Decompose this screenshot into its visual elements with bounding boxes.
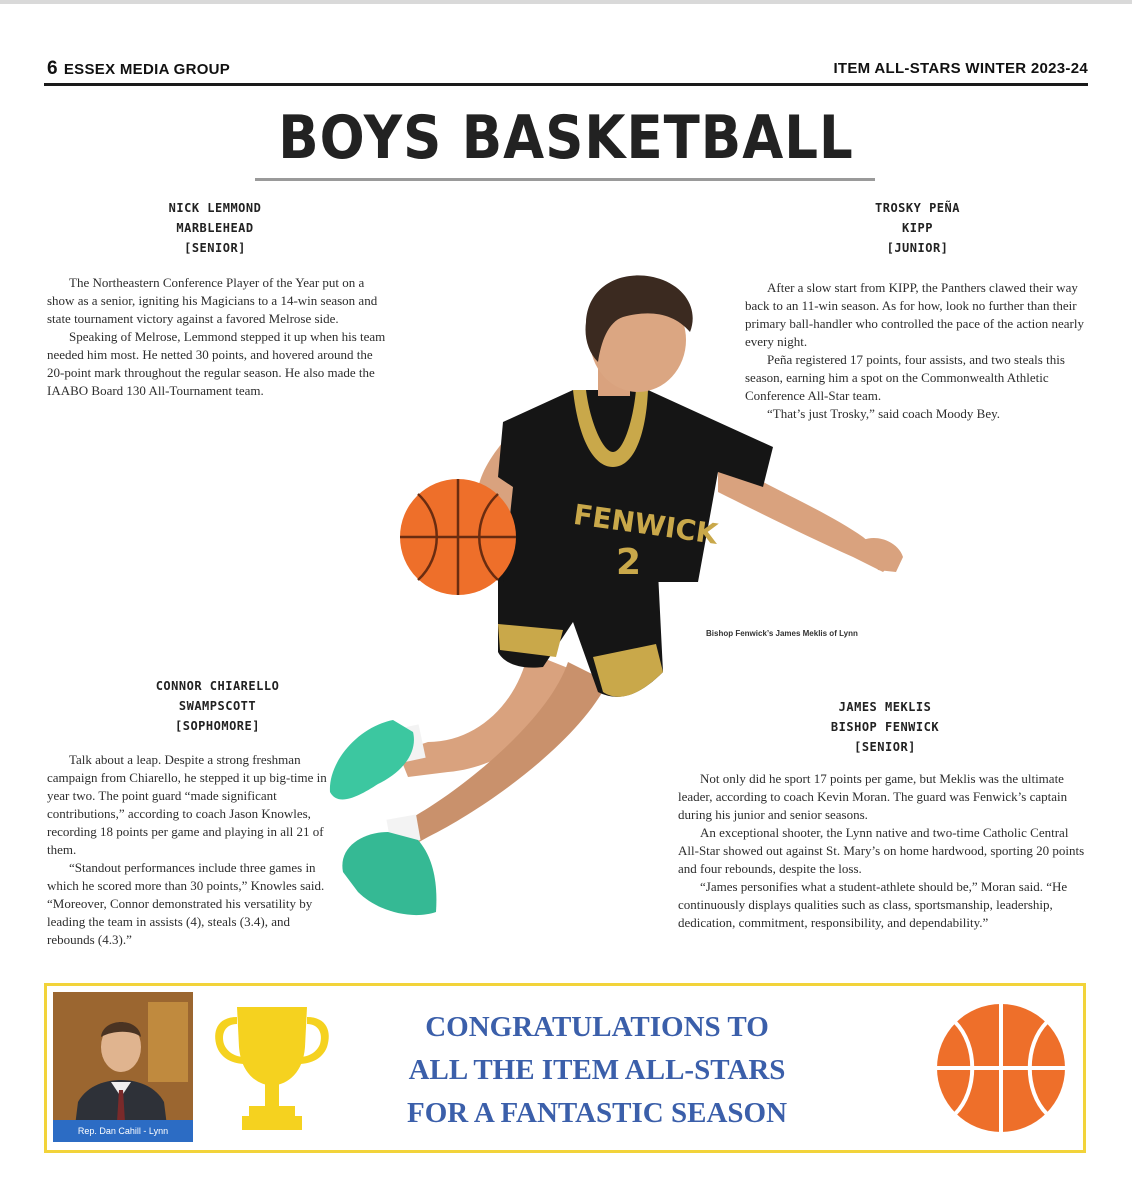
player-name: TROSKY PEÑA bbox=[875, 201, 960, 215]
player-heading-pena bbox=[835, 198, 1000, 258]
bio-paragraph: “Standout performances include three games in which he scored more than 30 points,” Knowles said. “Moreover, Connor demonstrated his versatility by leading the team in assists (4), steals (3.4), and rebounds (4.3).” bbox=[47, 860, 325, 947]
bio-paragraph: Speaking of Melrose, Lemmond stepped it up when his team needed him most. He netted 30 points, and hovered around the 20-point mark throughout the regular season. He also made the IAABO Board 130 All-Tournament team. bbox=[47, 329, 386, 398]
player-year: [SENIOR] bbox=[854, 740, 916, 754]
bio-paragraph: Not only did he sport 17 points per game, but Meklis was the ultimate leader, according to coach Kevin Moran. The guard was Fenwick’s captain during his junior and senior seasons. bbox=[678, 771, 1068, 822]
player-heading-chiarello bbox=[130, 676, 305, 736]
trophy-icon bbox=[207, 1002, 337, 1137]
top-border bbox=[0, 0, 1132, 4]
jersey-number: 2 bbox=[616, 542, 642, 583]
publisher-name: ESSEX MEDIA GROUP bbox=[63, 61, 231, 78]
header-rule bbox=[44, 83, 1088, 86]
page-headline: BOYS BASKETBALL bbox=[278, 104, 854, 173]
player-name: JAMES MEKLIS bbox=[838, 700, 932, 714]
player-heading-lemmond bbox=[130, 198, 300, 258]
ad-photo bbox=[53, 992, 193, 1142]
player-year: [JUNIOR] bbox=[886, 241, 949, 255]
player-name: CONNOR CHIARELLO bbox=[155, 679, 280, 693]
player-photo bbox=[318, 272, 908, 932]
page-number: 6 bbox=[47, 58, 58, 79]
ad-line: CONGRATULATIONS TO bbox=[425, 1011, 769, 1043]
player-year: [SOPHOMORE] bbox=[175, 719, 260, 733]
bio-paragraph: “That’s just Trosky,” said coach Moody Bey. bbox=[767, 406, 1001, 421]
player-shoe bbox=[330, 720, 414, 800]
bio-paragraph: “James personifies what a student-athlete should be,” Moran said. “He continuously displays qualities such as class, sportsmanship, leadership, dedication, commitment, responsibility, and dependability.” bbox=[678, 879, 1068, 930]
player-name: NICK LEMMOND bbox=[168, 201, 262, 215]
basketball-icon bbox=[933, 1000, 1069, 1136]
player-shoe bbox=[342, 832, 436, 915]
section-title: ITEM ALL-STARS WINTER 2023-24 bbox=[833, 60, 1088, 77]
bio-paragraph: Talk about a leap. Despite a strong freshman campaign from Chiarello, he stepped it up big-time in year two. The point guard “made significant contributions,” according to coach Jason Knowles, recording 18 points per game and playing in all 21 of them. bbox=[47, 752, 327, 857]
ad-message bbox=[347, 1006, 847, 1135]
ad-banner bbox=[44, 983, 1086, 1153]
player-school: KIPP bbox=[902, 221, 933, 235]
player-year: [SENIOR] bbox=[184, 241, 246, 255]
player-bio-chiarello bbox=[47, 751, 329, 949]
ad-photo-label: Rep. Dan Cahill - Lynn bbox=[53, 1120, 193, 1142]
ad-line: FOR A FANTASTIC SEASON bbox=[406, 1097, 788, 1129]
photo-caption: Bishop Fenwick’s James Meklis of Lynn bbox=[706, 629, 858, 638]
player-school: SWAMPSCOTT bbox=[178, 699, 257, 713]
jersey-text: FENWICK bbox=[571, 497, 720, 551]
bio-paragraph: The Northeastern Conference Player of the Year put on a show as a senior, igniting his Magicians to a 14-win season and state tournament victory against a favored Melrose side. bbox=[47, 275, 378, 326]
headline-rule bbox=[255, 178, 875, 181]
bio-paragraph: After a slow start from KIPP, the Panthers clawed their way back to an 11-win season. As for how, look no further than their primary ball-handler who controlled the pace of the action nearly every night. bbox=[745, 280, 1084, 349]
page-header-left bbox=[47, 58, 230, 80]
bio-paragraph: An exceptional shooter, the Lynn native and two-time Catholic Central All-Star showed out against St. Mary’s on home hardwood, sporting 20 points and four rebounds, despite the loss. bbox=[678, 825, 1085, 876]
player-school: BISHOP FENWICK bbox=[830, 720, 940, 734]
ad-line: ALL THE ITEM ALL-STARS bbox=[408, 1054, 786, 1086]
bio-paragraph: Peña registered 17 points, four assists, and two steals this season, earning him a spot on the Commonwealth Athletic Conference All-Star team. bbox=[745, 352, 1065, 403]
player-school: MARBLEHEAD bbox=[176, 221, 254, 235]
